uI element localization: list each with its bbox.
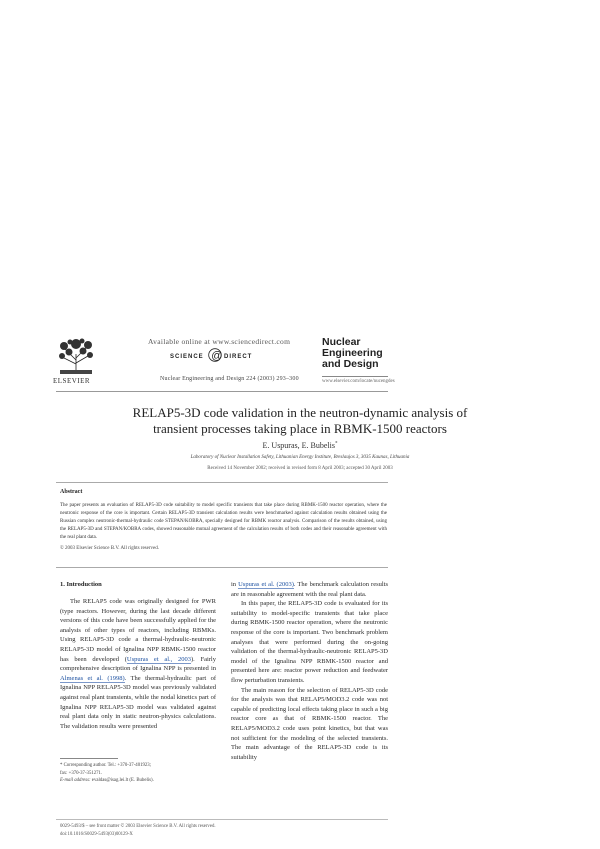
left-paragraph-1 bbox=[60, 597, 216, 731]
journal-name-line-2: Engineering bbox=[322, 347, 383, 359]
journal-name-line-1: Nuclear bbox=[322, 336, 361, 348]
sd-logo-left: SCIENCE bbox=[170, 354, 204, 360]
citation-link-almenas[interactable]: Almenas et al. (1998) bbox=[60, 674, 125, 682]
author-affiliation: Laboratory of Nuclear Installation Safety, Lithuanian Energy Institute, Breslaujos 3, 3035 Kaunas, Lithuania bbox=[190, 455, 410, 460]
doi-line[interactable]: doi:10.1016/S0029-5493(03)00129-X bbox=[60, 832, 133, 837]
right-paragraph-1: In this paper, the RELAP5-3D code is evaluated for its suitability to model-specific transients that take place during RBMK-1500 reactor operation, where the neutronic response of the core is important. Two benchmark problem analyses that were performed during the on-going validation of the thermal-hydraulic-neutronic RELAP5-3D model of the Ignalina NPP RBMK-1500 reactor and presented here are: reactor power reduction and feedwater flow perturbation transients. bbox=[231, 600, 388, 684]
elsevier-tree-logo bbox=[56, 336, 96, 376]
email-address[interactable]: evaldas@isag.lei.lt (E. Bubelis). bbox=[90, 778, 154, 784]
issn-line: 0029-5493/$ – see front matter © 2003 Elsevier Science B.V. All rights reserved. bbox=[60, 824, 216, 829]
left-p1-text: The RELAP5 code was originally designed for PWR (type reactors. However, during the last decade different versions of this code have been successfully applied for the analysis of other types of reactors, including RBMKs. Using RELAP5-3D code a thermal-hydraulic-neutronic RELAP5-3D model of Ignalina NPP RBMK-1500 reactor has been developed ( bbox=[60, 598, 216, 663]
journal-citation: Nuclear Engineering and Design 224 (2003) 293–300 bbox=[160, 376, 299, 382]
available-online-text[interactable]: Available online at www.sciencedirect.com bbox=[148, 337, 291, 346]
citation-link-uspuras-2[interactable]: Uspuras et al. (2003) bbox=[238, 581, 294, 588]
paper-title bbox=[40, 405, 560, 437]
right-paragraph-2: The main reason for the selection of RELAP5-3D code for the analysis was that RELAP5/MOD3.2 code was not capable of predicting local effects taking place in such a big reactor core as that of RBMK-1500 reactor. The RELAP5/MOD3.2 code uses point kinetics, but that was not sufficient for the modeling of the selected transients. The main advantage of the RELAP5-3D code is its suitability bbox=[231, 686, 388, 761]
journal-name bbox=[322, 337, 388, 370]
sd-logo-right: DIRECT bbox=[224, 354, 253, 360]
abstract-heading: Abstract bbox=[60, 489, 83, 495]
email-label: E-mail address: bbox=[60, 778, 91, 784]
left-p1-end: . The thermal-hydraulic part of Ignalina NPP RELAP5-3D model was previously validated against real plant transients, while the nodal kinetics part of Ignalina NPP RELAP5-3D model was validated against real plant data only in static neutron-physics calculations. The validation results were presented bbox=[60, 674, 216, 730]
section-heading: 1. Introduction bbox=[60, 581, 102, 588]
footnote-line-1: * Corresponding author. Tel.: +370-37-401923; bbox=[60, 763, 152, 768]
paper-title-line-1: RELAP5-3D code validation in the neutron-dynamic analysis of bbox=[132, 405, 468, 420]
publisher-wordmark: ELSEVIER bbox=[53, 377, 91, 385]
paper-title-line-2: transient processes taking place in RBMK-1500 reactors bbox=[153, 421, 447, 436]
right-p0-end: . The benchmark calculation results are in reasonable agreement with the real plant data. bbox=[231, 581, 389, 598]
journal-url-link[interactable]: www.elsevier.com/locate/nucengdes bbox=[322, 379, 395, 384]
citation-link-uspuras[interactable]: Uspuras et al., 2003 bbox=[126, 655, 191, 663]
footnote-line-2: fax: +370-37-351271. bbox=[60, 770, 103, 776]
journal-name-line-3: and Design bbox=[322, 358, 379, 370]
right-column bbox=[231, 580, 388, 762]
abstract-bottom-rule bbox=[56, 567, 388, 568]
footnote-line-3 bbox=[60, 777, 220, 785]
sd-logo-at: @ bbox=[211, 350, 223, 362]
right-p0-pre: in bbox=[231, 581, 239, 588]
abstract-copyright: © 2003 Elsevier Science B.V. All rights reserved. bbox=[60, 546, 159, 551]
abstract-top-rule bbox=[56, 482, 388, 483]
footnote-rule bbox=[60, 758, 118, 759]
sciencedirect-logo[interactable] bbox=[170, 348, 274, 362]
bottom-rule bbox=[56, 819, 388, 820]
right-paragraph-0 bbox=[231, 580, 388, 599]
left-p1-after: ). Fairly comprehensive description of Ignalina NPP is presented in bbox=[60, 655, 216, 673]
corresponding-author-marker[interactable]: * bbox=[334, 441, 338, 447]
received-dates: Received 14 November 2002; received in revised form 8 April 2003; accepted 30 April 2003 bbox=[207, 466, 393, 471]
abstract-text: The paper presents an evaluation of RELAP5-3D code suitability to model specific transients that take place during RBMK-1500 reactor operation, where the neutronic response of the core is important. Certain RELAP5-3D transient calculation results were benchmarked against calculation results obtained using the Russian complex neutronic-thermal-hydraulic code STEPAN/KOBRA, specially designed for RBMK reactor analysis. Comparison of the results obtained, using the RELAP5-3D and STEPAN/KOBRA codes, showed reasonable mutual agreement of the calculation results of both codes and their reasonable agreement with the real plant data. bbox=[60, 503, 387, 540]
footnote bbox=[60, 762, 220, 785]
left-column bbox=[60, 597, 216, 731]
author-names: E. Uspuras, E. Bubelis bbox=[262, 441, 335, 450]
author-list bbox=[40, 441, 560, 450]
journal-name-divider bbox=[322, 376, 388, 377]
header-divider bbox=[56, 391, 388, 392]
